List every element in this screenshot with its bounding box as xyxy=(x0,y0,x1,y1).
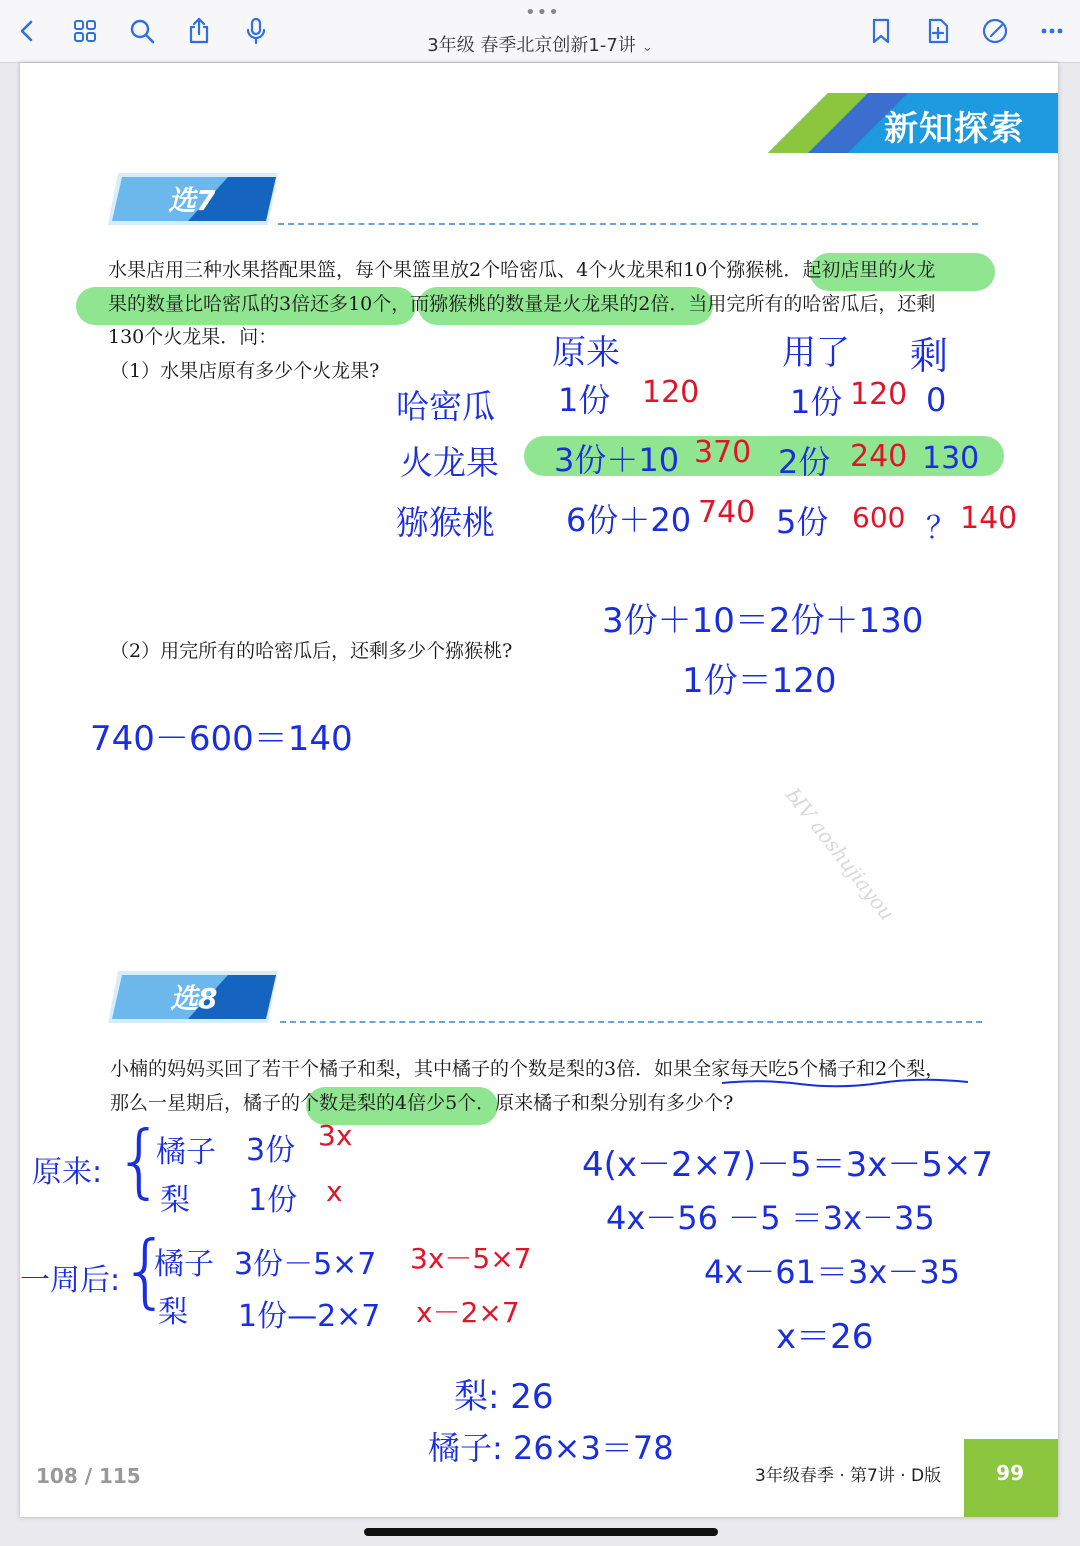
q7-subquestion-1: （1）水果店原有多少个火龙果? xyxy=(110,360,380,382)
hw-header-original: 原来 xyxy=(552,333,620,373)
bookmark-icon[interactable] xyxy=(864,14,898,48)
page-counter: 108 / 115 xyxy=(36,1464,141,1488)
q8-text-line2: 那么一星期后，橘子的个数是梨的4倍少5个．原来橘子和梨分别有多少个? xyxy=(110,1092,734,1114)
hw-q8-equation-1: 4(x－2×7)－5＝3x－5×7 xyxy=(582,1145,994,1185)
hw-answer-orange: 橘子: 26×3＝78 xyxy=(428,1429,674,1467)
add-page-icon[interactable] xyxy=(921,14,955,48)
hw-q8-equation-3: 4x－61＝3x－35 xyxy=(704,1253,961,1291)
hw-row1-remaining: 0 xyxy=(926,381,947,419)
q7-subquestion-2: （2）用完所有的哈密瓜后，还剩多少个猕猴桃? xyxy=(110,640,513,662)
hw-q8-equation-2: 4x－56 －5 ＝3x－35 xyxy=(606,1199,935,1237)
hw-answer-pear: 梨: 26 xyxy=(454,1377,554,1417)
hw-orange-original-expr: 3x xyxy=(318,1119,353,1152)
watermark: ЫV aoshujiayou xyxy=(781,783,900,925)
q8-label: 选8 xyxy=(170,982,218,1015)
q8-text-line1: 小楠的妈妈买回了若干个橘子和梨，其中橘子的个数是梨的3倍．如果全家每天吃5个橘子和2个梨， xyxy=(110,1058,945,1080)
q7-text-line2: 果的数量比哈密瓜的3倍还多10个，而猕猴桃的数量是火龙果的2倍．当用完所有的哈密瓜后，还剩 xyxy=(108,293,936,315)
page-number: 99 xyxy=(996,1461,1024,1485)
hw-week-later-label: 一周后: xyxy=(20,1263,121,1298)
hw-brace: { xyxy=(114,1114,165,1207)
hw-row1-used-value: 120 xyxy=(850,377,908,412)
hw-row2-name: 火龙果 xyxy=(400,443,499,482)
hw-row1-original-value: 120 xyxy=(642,375,700,410)
hw-row1-used: 1份 xyxy=(790,383,843,421)
hw-pear-label: 梨 xyxy=(160,1183,190,1218)
more-icon[interactable] xyxy=(1035,14,1069,48)
hw-pear-week-expr: x－2×7 xyxy=(416,1296,520,1329)
page-footer-text: 3年级春季 · 第7讲 · D版 xyxy=(755,1466,942,1486)
hw-orange-label: 橘子 xyxy=(156,1135,216,1170)
q7-text-line1: 水果店用三种水果搭配果篮，每个果篮里放2个哈密瓜、4个火龙果和10个猕猴桃．起初店里的火龙 xyxy=(108,259,936,281)
hw-pear-week: 1份—2×7 xyxy=(238,1299,381,1334)
hw-row3-name: 猕猴桃 xyxy=(396,503,495,542)
hw-orange-week-expr: 3x－5×7 xyxy=(410,1242,532,1275)
hw-row3-original-value: 740 xyxy=(698,495,756,530)
hw-brace: { xyxy=(120,1224,171,1317)
hw-row3-remaining: ？ xyxy=(926,511,956,546)
hw-row3-used-value: 600 xyxy=(852,501,906,534)
q7-text-line3: 130个火龙果．问： xyxy=(108,326,278,348)
hw-pear-label-2: 梨 xyxy=(158,1295,188,1330)
hw-row3-remaining-value: 140 xyxy=(960,501,1018,536)
hw-equation-1: 3份＋10＝2份＋130 xyxy=(602,601,924,641)
q7-label: 选7 xyxy=(168,184,216,217)
window-grabber-icon[interactable]: ••• xyxy=(525,2,560,23)
divider xyxy=(278,223,978,225)
hw-row2-original-value: 370 xyxy=(694,435,752,470)
hw-row3-original: 6份＋20 xyxy=(566,501,692,539)
top-toolbar xyxy=(0,0,1080,63)
hw-header-used: 用了 xyxy=(782,333,850,373)
hw-orange-label-2: 橘子 xyxy=(154,1247,214,1282)
divider xyxy=(280,1021,982,1023)
hw-answer-2: 740－600＝140 xyxy=(90,719,353,759)
markup-icon[interactable] xyxy=(978,14,1012,48)
hw-row1-name: 哈密瓜 xyxy=(396,387,495,426)
hw-row2-original: 3份＋10 xyxy=(554,441,680,479)
hw-row2-used: 2份 xyxy=(778,443,831,481)
hw-q8-equation-4: x＝26 xyxy=(776,1317,874,1357)
hw-pear-original: 1份 xyxy=(248,1183,298,1218)
document-title[interactable]: 3年级 春季北京创新1-7讲 ⌄ xyxy=(427,35,653,56)
hw-orange-week: 3份－5×7 xyxy=(234,1247,377,1282)
banner-title: 新知探索 xyxy=(884,109,1024,149)
hw-original-label: 原来: xyxy=(32,1155,103,1190)
document-page[interactable] xyxy=(20,63,1058,1517)
hw-row3-used: 5份 xyxy=(776,503,829,541)
hw-pear-original-expr: x xyxy=(326,1175,343,1208)
hw-row1-original: 1份 xyxy=(558,381,611,419)
hw-equation-2: 1份＝120 xyxy=(682,661,837,701)
hw-header-remaining: 剩 xyxy=(910,334,949,378)
hw-row2-used-value: 240 xyxy=(850,439,908,474)
home-indicator[interactable] xyxy=(364,1528,718,1536)
hw-row2-remaining: 130 xyxy=(922,441,980,476)
hw-orange-original: 3份 xyxy=(246,1133,296,1168)
